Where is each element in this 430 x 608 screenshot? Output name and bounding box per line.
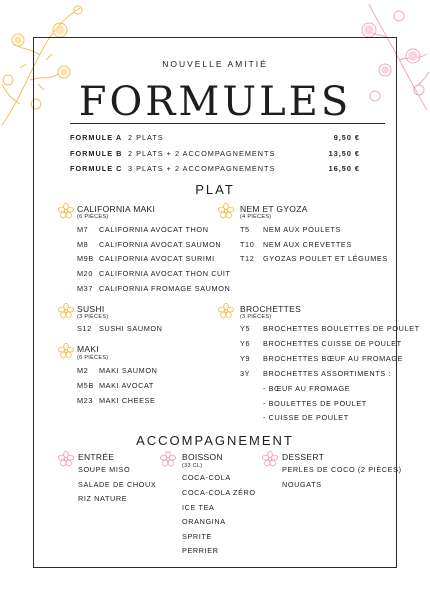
list-item: COCA-COLA <box>182 473 231 482</box>
yellow-flower-icon <box>218 203 234 219</box>
item-code: S12 <box>77 324 92 333</box>
formula-name: FORMULE C <box>70 164 123 173</box>
list-item <box>77 366 217 378</box>
title-divider <box>70 123 385 124</box>
formula-desc: 2 PLATS <box>128 133 164 142</box>
accompagnement-heading: ACCOMPAGNEMENT <box>136 433 294 448</box>
category-title: BROCHETTES <box>240 304 302 314</box>
item-name: BROCHETTES BOULETTES DE POULET <box>263 324 420 333</box>
formula-row <box>70 149 360 161</box>
item-code: Y9 <box>240 354 251 363</box>
list-item <box>240 369 390 381</box>
item-code: T5 <box>240 225 250 234</box>
item-name: SUSHI SAUMON <box>99 324 163 333</box>
restaurant-name: NOUVELLE AMITIÉ <box>162 59 268 69</box>
item-code: M7 <box>77 225 89 234</box>
plat-heading: PLAT <box>195 182 235 197</box>
pink-flower-icon <box>58 451 74 467</box>
list-item <box>77 381 217 393</box>
list-item <box>240 225 390 237</box>
list-item <box>77 324 217 336</box>
item-name: BROCHETTES BŒUF AU FROMAGE <box>263 354 404 363</box>
sub-item: - BOULETTES DE POULET <box>263 399 367 408</box>
category-title: BOISSON <box>182 452 223 462</box>
list-item <box>77 240 222 252</box>
list-item: SALADE DE CHOUX <box>78 480 157 489</box>
item-name: MAKI SAUMON <box>99 366 158 375</box>
item-code: 3Y <box>240 369 251 378</box>
formula-desc: 3 PLATS + 2 ACCOMPAGNEMENTS <box>128 164 276 173</box>
item-code: Y6 <box>240 339 251 348</box>
category-note: (3 PIÈCES) <box>240 314 272 320</box>
item-code: M5B <box>77 381 94 390</box>
item-name: NEM AUX POULETS <box>263 225 341 234</box>
list-item: SOUPE MISO <box>78 465 131 474</box>
item-code: T10 <box>240 240 255 249</box>
list-item <box>240 240 390 252</box>
category-title: NEM ET GYOZA <box>240 204 308 214</box>
list-item: RIZ NATURE <box>78 494 128 503</box>
item-code: M20 <box>77 269 93 278</box>
formula-name: FORMULE B <box>70 149 123 158</box>
item-name: BROCHETTES ASSORTIMENTS : <box>263 369 391 378</box>
category-title: CALIFORNIA MAKI <box>77 204 156 214</box>
list-item <box>77 225 217 237</box>
formula-row <box>70 164 360 176</box>
item-code: T12 <box>240 254 255 263</box>
item-code: M23 <box>77 396 93 405</box>
item-code: M9B <box>77 254 94 263</box>
formula-price: 9,50 € <box>333 133 360 142</box>
list-item <box>77 269 231 281</box>
category-title: DESSERT <box>282 452 325 462</box>
item-code: M37 <box>77 284 93 293</box>
list-item <box>77 396 217 408</box>
yellow-flower-icon <box>58 303 74 319</box>
formula-row <box>70 133 360 145</box>
list-item <box>77 284 231 296</box>
item-name: CALIFORNIA AVOCAT THON CUIT <box>99 269 231 278</box>
item-name: CALIFORNIA AVOCAT SAUMON <box>99 240 222 249</box>
list-item <box>240 324 420 336</box>
list-item: PERRIER <box>182 546 219 555</box>
item-name: CALIFORNIA FROMAGE SAUMON <box>99 284 231 293</box>
category-note: (4 PIÈCES) <box>240 214 272 220</box>
list-item: PERLES DE COCO (2 PIÈCES) <box>282 465 402 474</box>
item-name: MAKI AVOCAT <box>99 381 154 390</box>
category-title: SUSHI <box>77 304 105 314</box>
list-item: COCA-COLA ZÉRO <box>182 488 256 497</box>
category-note: (6 PIÈCES) <box>77 355 109 361</box>
category-note: (6 PIÈCES) <box>77 214 109 220</box>
item-name: CALIFORNIA AVOCAT SURIMI <box>99 254 215 263</box>
pink-flower-icon <box>160 451 176 467</box>
list-item: NOUGATS <box>282 480 322 489</box>
formula-price: 13,50 € <box>328 149 360 158</box>
item-name: MAKI CHEESE <box>99 396 156 405</box>
formula-name: FORMULE A <box>70 133 123 142</box>
category-title: ENTRÉE <box>78 452 115 462</box>
item-name: GYOZAS POULET ET LÉGUMES <box>263 254 388 263</box>
item-code: Y5 <box>240 324 251 333</box>
pink-flower-icon <box>262 451 278 467</box>
yellow-flower-icon <box>218 303 234 319</box>
list-item <box>240 339 402 351</box>
item-name: NEM AUX CREVETTES <box>263 240 352 249</box>
list-item: ICE TEA <box>182 503 215 512</box>
formula-price: 16,50 € <box>328 164 360 173</box>
page-title: FORMULES <box>78 79 352 125</box>
list-item <box>240 254 390 266</box>
list-item <box>77 254 217 266</box>
formula-desc: 2 PLATS + 2 ACCOMPAGNEMENTS <box>128 149 276 158</box>
list-item <box>240 354 404 366</box>
yellow-flower-icon <box>58 203 74 219</box>
item-name: BROCHETTES CUISSE DE POULET <box>263 339 402 348</box>
sub-item: - CUISSE DE POULET <box>263 413 349 422</box>
list-item: ORANGINA <box>182 517 226 526</box>
category-note: (33 CL) <box>182 463 203 469</box>
yellow-flower-icon <box>58 343 74 359</box>
item-code: M8 <box>77 240 89 249</box>
category-note: (3 PIÈCES) <box>77 314 109 320</box>
list-item: SPRITE <box>182 532 212 541</box>
item-name: CALIFORNIA AVOCAT THON <box>99 225 209 234</box>
sub-item: - BŒUF AU FROMAGE <box>263 384 351 393</box>
item-code: M2 <box>77 366 89 375</box>
category-title: MAKI <box>77 344 99 354</box>
